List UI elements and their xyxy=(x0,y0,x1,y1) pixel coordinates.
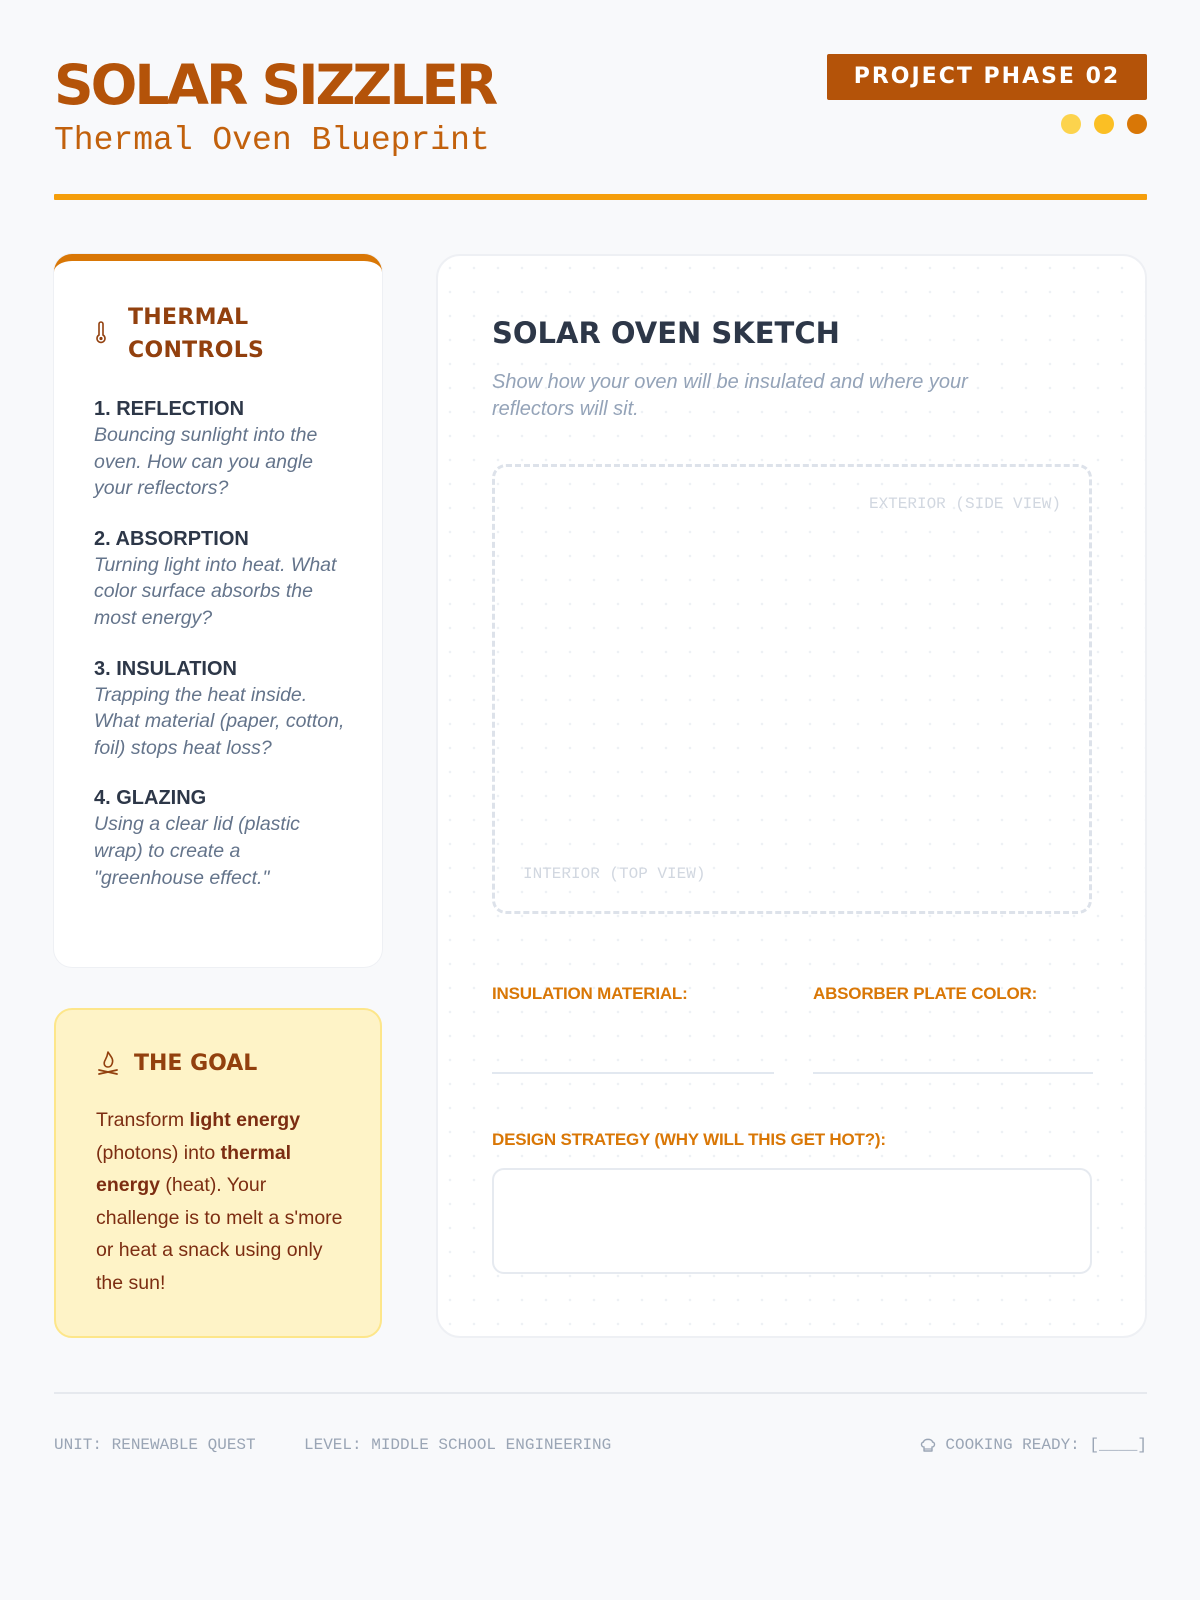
goal-text-part: Transform xyxy=(96,1109,190,1131)
thermal-controls-header xyxy=(94,301,264,367)
control-list xyxy=(94,396,354,915)
chef-hat-icon xyxy=(919,1436,937,1454)
control-item-glazing xyxy=(94,785,354,891)
exterior-view-label: EXTERIOR (SIDE VIEW) xyxy=(868,495,1061,513)
footer-cooking-ready xyxy=(919,1436,1147,1454)
sketch-drawing-area[interactable] xyxy=(492,464,1092,914)
control-item-reflection xyxy=(94,396,354,502)
absorber-plate-color-label: ABSORBER PLATE COLOR: xyxy=(813,984,1038,1003)
goal-header xyxy=(96,1050,257,1076)
absorber-plate-color-field[interactable] xyxy=(813,1072,1093,1074)
solar-oven-sketch-card xyxy=(436,254,1147,1338)
control-desc: Bouncing sunlight into the oven. How can you angle your reflectors? xyxy=(94,424,318,500)
control-desc: Using a clear lid (plastic wrap) to create a "greenhouse effect." xyxy=(94,813,300,889)
design-strategy-field[interactable] xyxy=(492,1168,1092,1274)
title-line-1: THERMAL xyxy=(128,305,249,330)
interior-view-label: INTERIOR (TOP VIEW) xyxy=(523,865,706,883)
thermometer-icon xyxy=(94,321,108,345)
control-item-absorption xyxy=(94,526,354,632)
goal-bold-term: light energy xyxy=(189,1109,301,1131)
goal-description xyxy=(96,1104,351,1299)
dot-2 xyxy=(1094,114,1114,134)
campfire-icon xyxy=(96,1050,120,1076)
dot-3 xyxy=(1127,114,1147,134)
goal-text-part: (heat). Your challenge is to melt a s'more or heat a snack using only the sun! xyxy=(96,1174,343,1294)
sketch-title: SOLAR OVEN SKETCH xyxy=(492,316,840,350)
project-phase-badge: PROJECT PHASE 02 xyxy=(827,54,1147,100)
control-name: 4. GLAZING xyxy=(94,787,207,810)
page-title: SOLAR SIZZLER xyxy=(54,53,496,117)
control-desc: Turning light into heat. What color surface absorbs the most energy? xyxy=(94,553,337,629)
sketch-instructions: Show how your oven will be insulated and where your reflectors will sit. xyxy=(492,371,968,420)
control-item-insulation xyxy=(94,656,354,762)
thermal-controls-card xyxy=(54,254,382,967)
footer-divider xyxy=(54,1392,1147,1394)
page-header xyxy=(54,54,1147,202)
thermal-controls-title xyxy=(128,301,264,367)
title-line-2: CONTROLS xyxy=(128,338,265,363)
dot-1 xyxy=(1061,114,1081,134)
footer-unit: UNIT: RENEWABLE QUEST xyxy=(54,1436,256,1454)
control-name: 2. ABSORPTION xyxy=(94,527,249,550)
control-name: 1. REFLECTION xyxy=(94,398,245,420)
goal-card xyxy=(54,1008,382,1338)
insulation-material-field[interactable] xyxy=(492,1072,774,1074)
goal-bold-term: thermal energy xyxy=(96,1141,292,1196)
footer-level: LEVEL: MIDDLE SCHOOL ENGINEERING xyxy=(304,1436,612,1454)
insulation-material-label: INSULATION MATERIAL: xyxy=(492,984,688,1003)
header-divider xyxy=(54,194,1147,200)
page-subtitle: Thermal Oven Blueprint xyxy=(54,122,490,159)
goal-text-part: (photons) into xyxy=(96,1141,221,1164)
design-strategy-label: DESIGN STRATEGY (WHY WILL THIS GET HOT?): xyxy=(492,1130,886,1149)
control-name: 3. INSULATION xyxy=(94,657,237,680)
goal-title: THE GOAL xyxy=(134,1050,258,1076)
control-desc: Trapping the heat inside. What material (paper, cotton, foil) stops heat loss? xyxy=(94,683,345,759)
cooking-ready-text: COOKING READY: [____] xyxy=(945,1436,1147,1454)
decorative-dots xyxy=(1061,114,1147,134)
